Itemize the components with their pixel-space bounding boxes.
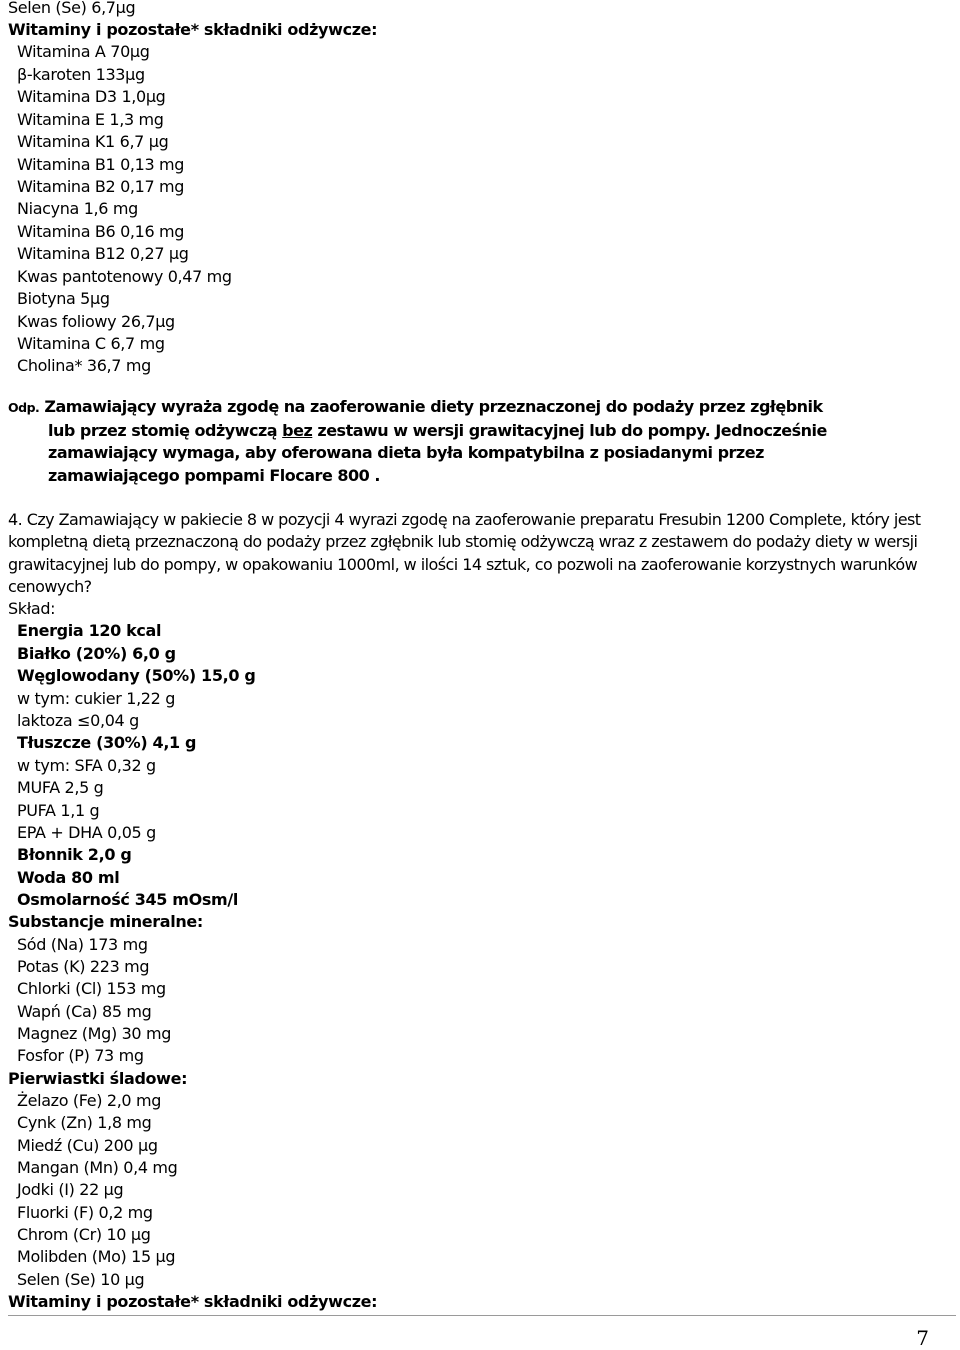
fat-line: Tłuszcze (30%) 4,1 g (17, 733, 197, 752)
sugar-line: w tym: cukier 1,22 g (17, 688, 176, 708)
minerals-heading: Substancje mineralne: (8, 912, 203, 931)
answer-text-3: zamawiający wymaga, aby oferowana dieta była kompatybilna z posiadanymi przez (48, 443, 764, 462)
vitamins-heading: Witaminy i pozostałe* składniki odżywcze: (8, 20, 378, 39)
vitamin-item: Witamina K1 6,7 µg (17, 132, 169, 151)
mineral-item: Fosfor (P) 73 mg (17, 1046, 144, 1065)
vitamins-heading-bottom: Witaminy i pozostałe* składniki odżywcze: (8, 1292, 378, 1311)
answer-underlined-word: bez (282, 420, 313, 440)
vitamin-item: Witamina C 6,7 mg (17, 334, 165, 353)
trace-item: Chrom (Cr) 10 µg (17, 1225, 151, 1244)
trace-item: Cynk (Zn) 1,8 mg (17, 1113, 152, 1132)
composition-label: Skład: (8, 599, 56, 618)
vitamin-item: Witamina E 1,3 mg (17, 109, 164, 129)
epa-dha-line: EPA + DHA 0,05 g (17, 823, 156, 842)
energy-line: Energia 120 kcal (17, 621, 162, 640)
vitamin-item: Witamina B2 0,17 mg (17, 177, 185, 196)
mineral-item: Chlorki (Cl) 153 mg (17, 979, 166, 998)
osmolarity-line: Osmolarność 345 mOsm/l (17, 890, 238, 909)
carbs-line: Węglowodany (50%) 15,0 g (17, 666, 256, 685)
trace-item: Miedź (Cu) 200 µg (17, 1135, 158, 1155)
answer-text-2b: zestawu w wersji grawitacyjnej lub do pompy. Jednocześnie (317, 420, 827, 440)
answer-text-1: Zamawiający wyraża zgodę na zaoferowanie diety przeznaczonej do podaży przez zgłębnik (44, 397, 823, 416)
less-or-equal-symbol: ≤ (77, 711, 91, 730)
answer-block (8, 396, 938, 487)
page-number: 7 (916, 1326, 929, 1350)
trace-item: Mangan (Mn) 0,4 mg (17, 1158, 178, 1177)
footer-rule (8, 1315, 956, 1316)
sfa-line: w tym: SFA 0,32 g (17, 755, 156, 775)
vitamin-item: Niacyna 1,6 mg (17, 199, 138, 218)
mufa-line: MUFA 2,5 g (17, 778, 104, 797)
question-paragraph: 4. Czy Zamawiający w pakiecie 8 w pozycji 4 wyrazi zgodę na zaoferowanie preparatu Fresubin 1200 Complete, który jest kompletną dietą przeznaczoną do podaży przez zgłębnik lub stomię odżywczą wraz z zestawem do podaży diety w wersji grawitacyjnej lub do pompy, w opakowaniu 1000ml, w ilości 14 sztuk, co pozwoli na zaoferowanie korzystnych warunków cenowych? (8, 510, 921, 597)
selen-line: Selen (Se) 6,7µg (8, 0, 136, 17)
answer-label: Odp. (8, 400, 40, 415)
trace-item: Jodki (I) 22 µg (17, 1180, 124, 1199)
mineral-item: Magnez (Mg) 30 mg (17, 1024, 172, 1043)
mineral-item: Wapń (Ca) 85 mg (17, 1001, 152, 1021)
lactose-label: laktoza (17, 711, 73, 730)
protein-line: Białko (20%) 6,0 g (17, 643, 176, 663)
lactose-value: 0,04 g (90, 711, 139, 730)
vitamin-item: Witamina B12 0,27 µg (17, 244, 189, 263)
mineral-item: Potas (K) 223 mg (17, 957, 150, 976)
water-line: Woda 80 ml (17, 867, 120, 887)
vitamin-item: Witamina B1 0,13 mg (17, 154, 185, 174)
vitamin-item: Witamina A 70µg (17, 42, 150, 61)
mineral-item: Sód (Na) 173 mg (17, 934, 148, 954)
vitamin-item: Kwas pantotenowy 0,47 mg (17, 266, 232, 286)
vitamin-item: β-karoten 133µg (17, 64, 145, 84)
lactose-line (17, 710, 139, 732)
vitamin-item: Cholina* 36,7 mg (17, 356, 151, 375)
trace-item: Selen (Se) 10 µg (17, 1269, 145, 1289)
vitamin-item: Biotyna 5µg (17, 289, 110, 308)
fiber-line: Błonnik 2,0 g (17, 845, 132, 864)
vitamin-item: Kwas foliowy 26,7µg (17, 311, 175, 331)
trace-item: Żelazo (Fe) 2,0 mg (17, 1091, 162, 1110)
trace-item: Molibden (Mo) 15 µg (17, 1247, 176, 1266)
vitamin-item: Witamina D3 1,0µg (17, 87, 166, 106)
trace-heading: Pierwiastki śladowe: (8, 1068, 188, 1088)
answer-text-2a: lub przez stomię odżywczą (48, 420, 278, 440)
answer-text-4: zamawiającego pompami Flocare 800 . (48, 465, 380, 485)
pufa-line: PUFA 1,1 g (17, 800, 100, 820)
vitamin-item: Witamina B6 0,16 mg (17, 221, 185, 241)
trace-item: Fluorki (F) 0,2 mg (17, 1202, 153, 1222)
